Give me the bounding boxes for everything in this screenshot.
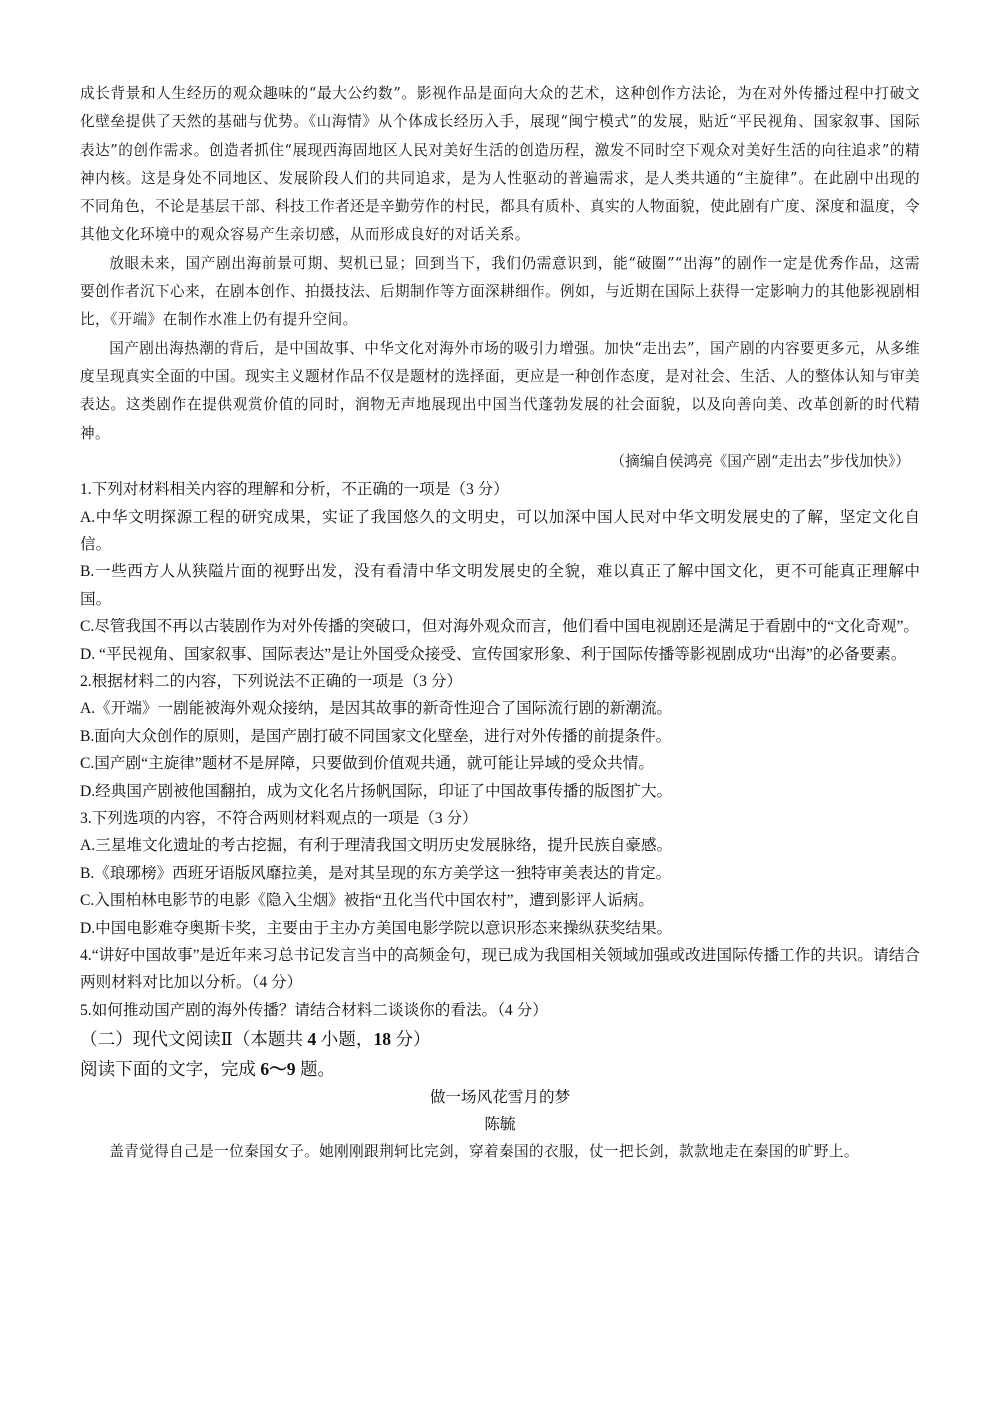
section-heading-pre: （二）现代文阅读Ⅱ（本题共 xyxy=(80,1029,308,1050)
section-heading-count: 4 xyxy=(307,1029,317,1050)
story-title: 做一场风花雪月的梦 xyxy=(429,1089,571,1107)
article-paragraph: 放眼未来，国产剧出海前景可期、契机已显；回到当下，我们仍需意识到，能“破圈”“出海”的剧作一定是优秀作品，这需要创作者沉下心来，在剧本创作、拍摄技法、后期制作等方面深耕细作。例如，与近期在国际上获得一定影响力的其他影视剧相比，《开端》在制作水准上仍有提升空间。 xyxy=(80,254,920,329)
question-option: A.中华文明探源工程的研究成果，实证了我国悠久的文明史，可以加深中国人民对中华文明发展史的了解，坚定文化自信。 xyxy=(80,508,920,553)
article-one xyxy=(80,80,920,476)
question-2 xyxy=(80,668,920,805)
article-paragraph: 成长背景和人生经历的观众趣味的“最大公约数”。影视作品是面向大众的艺术，这种创作方法论，为在对外传播过程中打破文化壁垒提供了天然的基础与优势。《山海情》从个体成长经历入手，展现“闽宁模式”的发展，贴近“平民视角、国家叙事、国际表达”的创作需求。创造者抓住“展现西海固地区人民对美好生活的创造历程，激发不同时空下观众对美好生活的向往追求”的精神内核。这是身处不同地区、发展阶段人们的共同追求，是为人性驱动的普遍需求，是人类共通的“主旋律”。在此剧中出现的不同角色，不论是基层干部、科技工作者还是辛勤劳作的村民，都具有质朴、真实的人物面貌，使此剧有广度、深度和温度，令其他文化环境中的观众容易产生亲切感，从而形成良好的对话关系。 xyxy=(80,85,920,244)
question-option: B.《琅琊榜》西班牙语版风靡拉美，是对其呈现的东方美学这一独特审美表达的肯定。 xyxy=(80,864,672,882)
question-option: D.经典国产剧被他国翻拍，成为文化名片扬帆国际，印证了中国故事传播的版图扩大。 xyxy=(80,782,673,800)
question-4 xyxy=(80,942,920,997)
question-option: B.面向大众创作的原则，是国产剧打破不同国家文化壁垒，进行对外传播的前提条件。 xyxy=(80,727,672,745)
question-3 xyxy=(80,805,920,942)
question-1 xyxy=(80,476,920,668)
question-list xyxy=(80,476,920,1024)
story-author: 陈毓 xyxy=(484,1116,516,1134)
question-option: D.中国电影难夺奥斯卡奖，主要由于主办方美国电影学院以意识形态来操纵获奖结果。 xyxy=(80,919,673,937)
section-heading-score: 18 xyxy=(373,1029,392,1050)
section-heading xyxy=(80,1024,920,1054)
question-option: C.国产剧“主旋律”题材不是屏障，只要做到价值观共通，就可能让异域的受众共情。 xyxy=(80,755,654,773)
question-option: B.一些西方人从狭隘片面的视野出发，没有看清中华文明发展史的全貌，难以真正了解中国文化，更不可能真正理解中国。 xyxy=(80,563,920,608)
exam-page xyxy=(80,80,920,1167)
question-option: D. “平民视角、国家叙事、国际表达”是让外国受众接受、宣传国家形象、利于国际传播等影视剧成功“出海”的必备要素。 xyxy=(80,645,907,663)
instruction-post: 题。 xyxy=(295,1059,336,1080)
section-instruction xyxy=(80,1054,920,1084)
instruction-range: 6～9 xyxy=(260,1059,296,1080)
question-stem: 5.如何推动国产剧的海外传播？请结合材料二谈谈你的看法。（4 分） xyxy=(80,1001,548,1019)
section-heading-post: 分） xyxy=(391,1029,431,1050)
section-two xyxy=(80,1024,920,1166)
section-heading-mid: 小题， xyxy=(316,1029,374,1050)
article-source: （摘编自侯鸿亮《国产剧“走出去”步伐加快》） xyxy=(610,452,910,470)
question-option: C.尽管我国不再以古装剧作为对外传播的突破口，但对海外观众而言，他们看中国电视剧还是满足于看剧中的“文化奇观”。 xyxy=(80,618,920,636)
question-5 xyxy=(80,997,920,1024)
article-paragraph: 国产剧出海热潮的背后，是中国故事、中华文化对海外市场的吸引力增强。加快“走出去”，国产剧的内容要更多元，从多维度呈现真实全面的中国。现实主义题材作品不仅是题材的选择面，更应是一种创作态度，是对社会、生活、人的整体认知与审美表达。这类剧作在提供观赏价值的同时，润物无声地展现出中国当代蓬勃发展的社会面貌，以及向善向美、改革创新的时代精神。 xyxy=(80,339,920,442)
question-option: A.《开端》一剧能被海外观众接纳，是因其故事的新奇性迎合了国际流行剧的新潮流。 xyxy=(80,700,673,718)
question-option: C.入围柏林电影节的电影《隐入尘烟》被指“丑化当代中国农村”，遭到影评人诟病。 xyxy=(80,892,654,910)
question-stem: 1.下列对材料相关内容的理解和分析，不正确的一项是（3 分） xyxy=(80,481,509,499)
question-stem: 3.下列选项的内容，不符合两则材料观点的一项是（3 分） xyxy=(80,810,478,828)
story-paragraph: 盖青觉得自己是一位秦国女子。她刚刚跟荆轲比完剑，穿着秦国的衣服，仗一把长剑，款款地走在秦国的旷野上。 xyxy=(109,1143,859,1161)
question-stem: 4.“讲好中国故事”是近年来习总书记发言当中的高频金句，现已成为我国相关领域加强或改进国际传播工作的共识。请结合两则材料对比加以分析。（4 分） xyxy=(80,947,920,992)
question-stem: 2.根据材料二的内容，下列说法不正确的一项是（3 分） xyxy=(80,673,463,690)
instruction-pre: 阅读下面的文字，完成 xyxy=(80,1059,261,1080)
question-option: A.三星堆文化遗址的考古挖掘，有利于理清我国文明历史发展脉络，提升民族自豪感。 xyxy=(80,837,673,855)
